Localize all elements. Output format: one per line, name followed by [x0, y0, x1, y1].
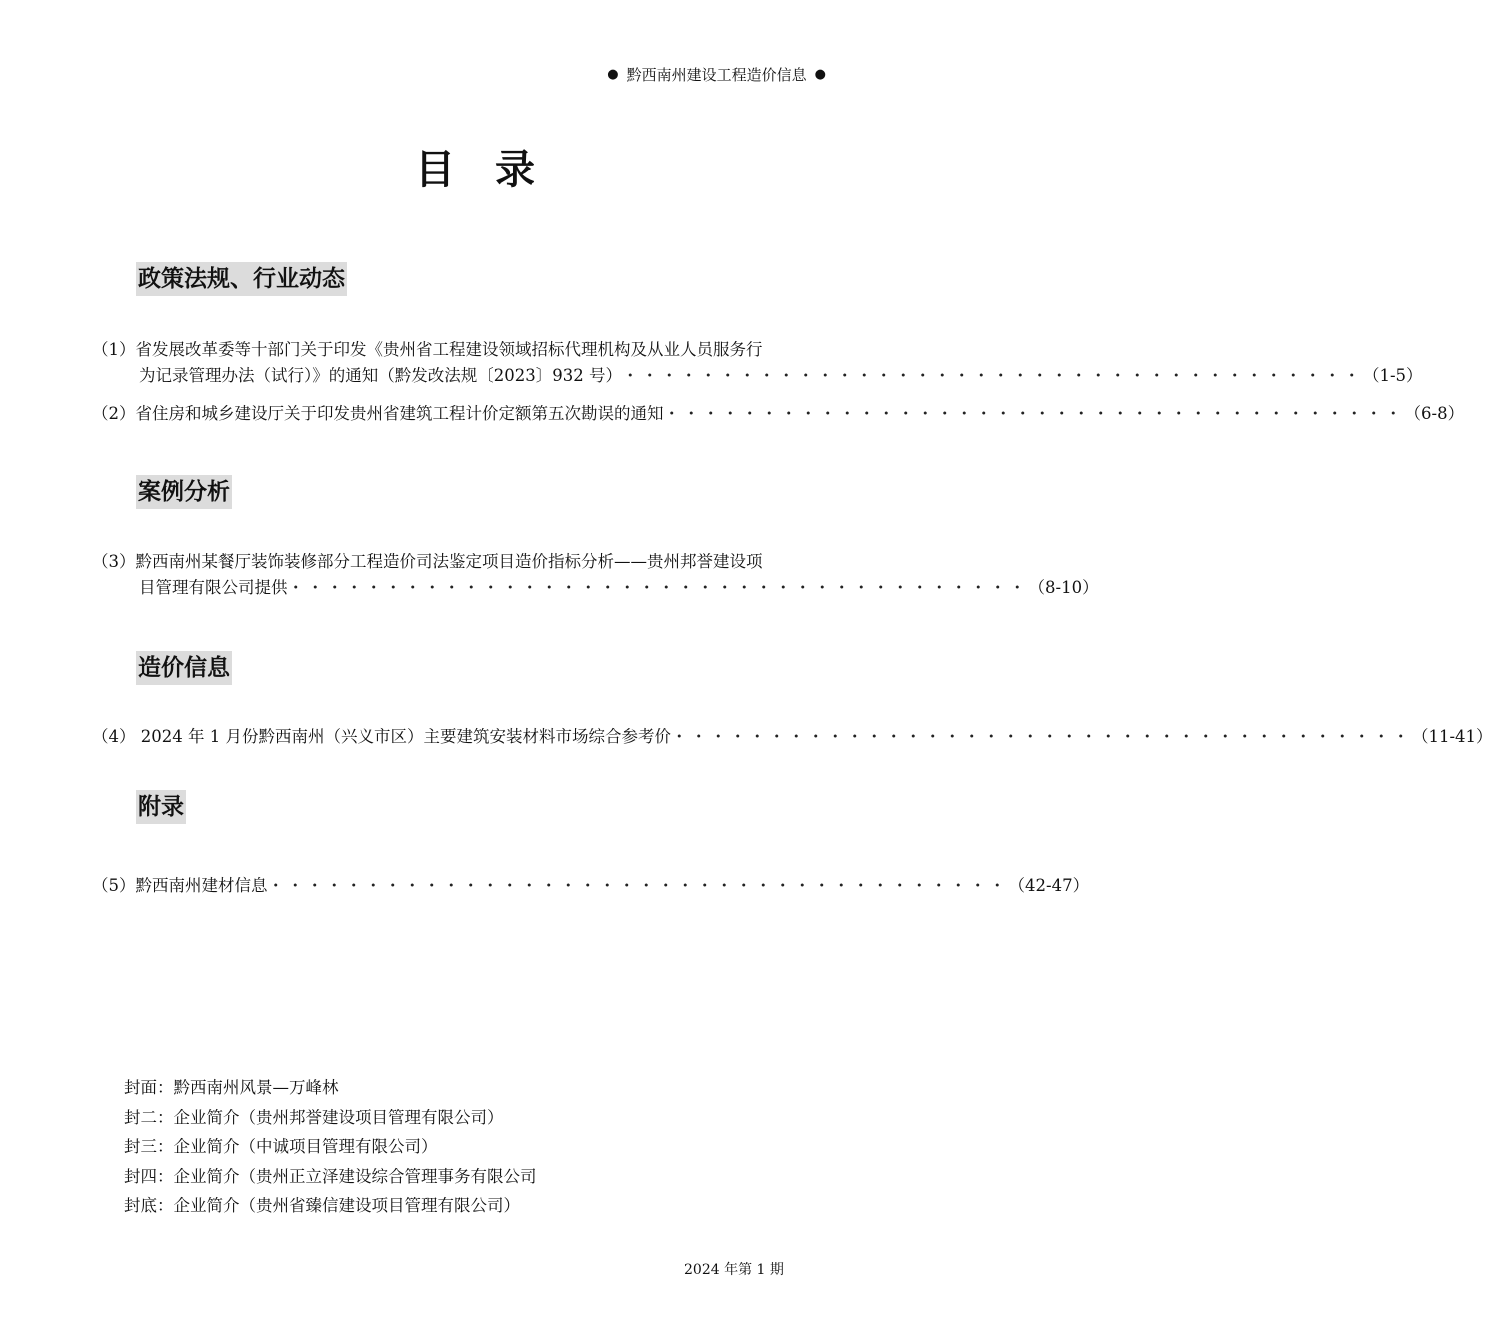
section-heading-cases: 案例分析 — [136, 475, 232, 509]
section-heading-appendix: 附录 — [136, 790, 186, 824]
bullet-right-icon: ● — [814, 67, 826, 82]
cover-notes — [124, 1073, 537, 1221]
dot-leader: ・・・・・・・・・・・・・・・・・・・・・・・・・・・・・・・・・・・・・・ — [663, 404, 1405, 423]
toc-entry-pages: （11-41） — [1411, 727, 1493, 746]
toc-entry-pages: （6-8） — [1404, 404, 1465, 423]
toc-entry-1[interactable] — [92, 337, 1423, 389]
section-heading-policy: 政策法规、行业动态 — [136, 262, 347, 296]
section-heading-prices: 造价信息 — [136, 651, 232, 685]
bullet-left-icon: ● — [607, 67, 619, 82]
toc-entry-2[interactable] — [92, 401, 1465, 427]
toc-entry-3[interactable] — [92, 549, 1099, 601]
toc-entry-4[interactable] — [92, 724, 1493, 750]
toc-entry-text: （2）省住房和城乡建设厅关于印发贵州省建筑工程计价定额第五次勘误的通知 — [92, 404, 664, 423]
dot-leader: ・・・・・・・・・・・・・・・・・・・・・・・・・・・・・・・・・・・・・・ — [670, 727, 1412, 746]
page-title: 目录 — [415, 146, 575, 193]
cover-note: 封底：企业简介（贵州省臻信建设项目管理有限公司） — [124, 1196, 520, 1215]
toc-entry-text: （4） 2024 年 1 月份黔西南州（兴义市区）主要建筑安装材料市场综合参考价 — [92, 727, 671, 746]
toc-entry-text: （5）黔西南州建材信息 — [92, 876, 268, 895]
toc-entry-text: （1）省发展改革委等十部门关于印发《贵州省工程建设领域招标代理机构及从业人员服务行 — [92, 340, 763, 359]
running-header — [607, 64, 826, 85]
publication-name: 黔西南州建设工程造价信息 — [626, 66, 807, 84]
cover-note: 封四：企业简介（贵州正立泽建设综合管理事务有限公司 — [124, 1166, 537, 1186]
cover-note: 封二：企业简介（贵州邦誉建设项目管理有限公司） — [124, 1107, 504, 1127]
toc-entry-pages: （1-5） — [1362, 366, 1423, 385]
toc-entry-pages: （42-47） — [1008, 876, 1090, 895]
toc-entry-text: （3）黔西南州某餐厅装饰装修部分工程造价司法鉴定项目造价指标分析——贵州邦誉建设项 — [92, 552, 763, 571]
toc-entry-text-cont: 目管理有限公司提供 — [139, 578, 288, 597]
dot-leader: ・・・・・・・・・・・・・・・・・・・・・・・・・・・・・・・・・・・・・・ — [287, 578, 1029, 597]
toc-entry-text-cont: 为记录管理办法（试行）》的通知（黔发改法规〔2023〕932 号） — [139, 366, 622, 385]
dot-leader: ・・・・・・・・・・・・・・・・・・・・・・・・・・・・・・・・・・・・・・ — [621, 366, 1363, 385]
toc-entry-pages: （8-10） — [1028, 578, 1099, 597]
issue-number: 2024 年第 1 期 — [684, 1262, 784, 1278]
toc-entry-5[interactable] — [92, 873, 1090, 899]
cover-note: 封三：企业简介（中诚项目管理有限公司） — [124, 1137, 438, 1156]
dot-leader: ・・・・・・・・・・・・・・・・・・・・・・・・・・・・・・・・・・・・・・ — [267, 876, 1009, 895]
cover-note: 封面：黔西南州风景—万峰林 — [124, 1078, 339, 1097]
